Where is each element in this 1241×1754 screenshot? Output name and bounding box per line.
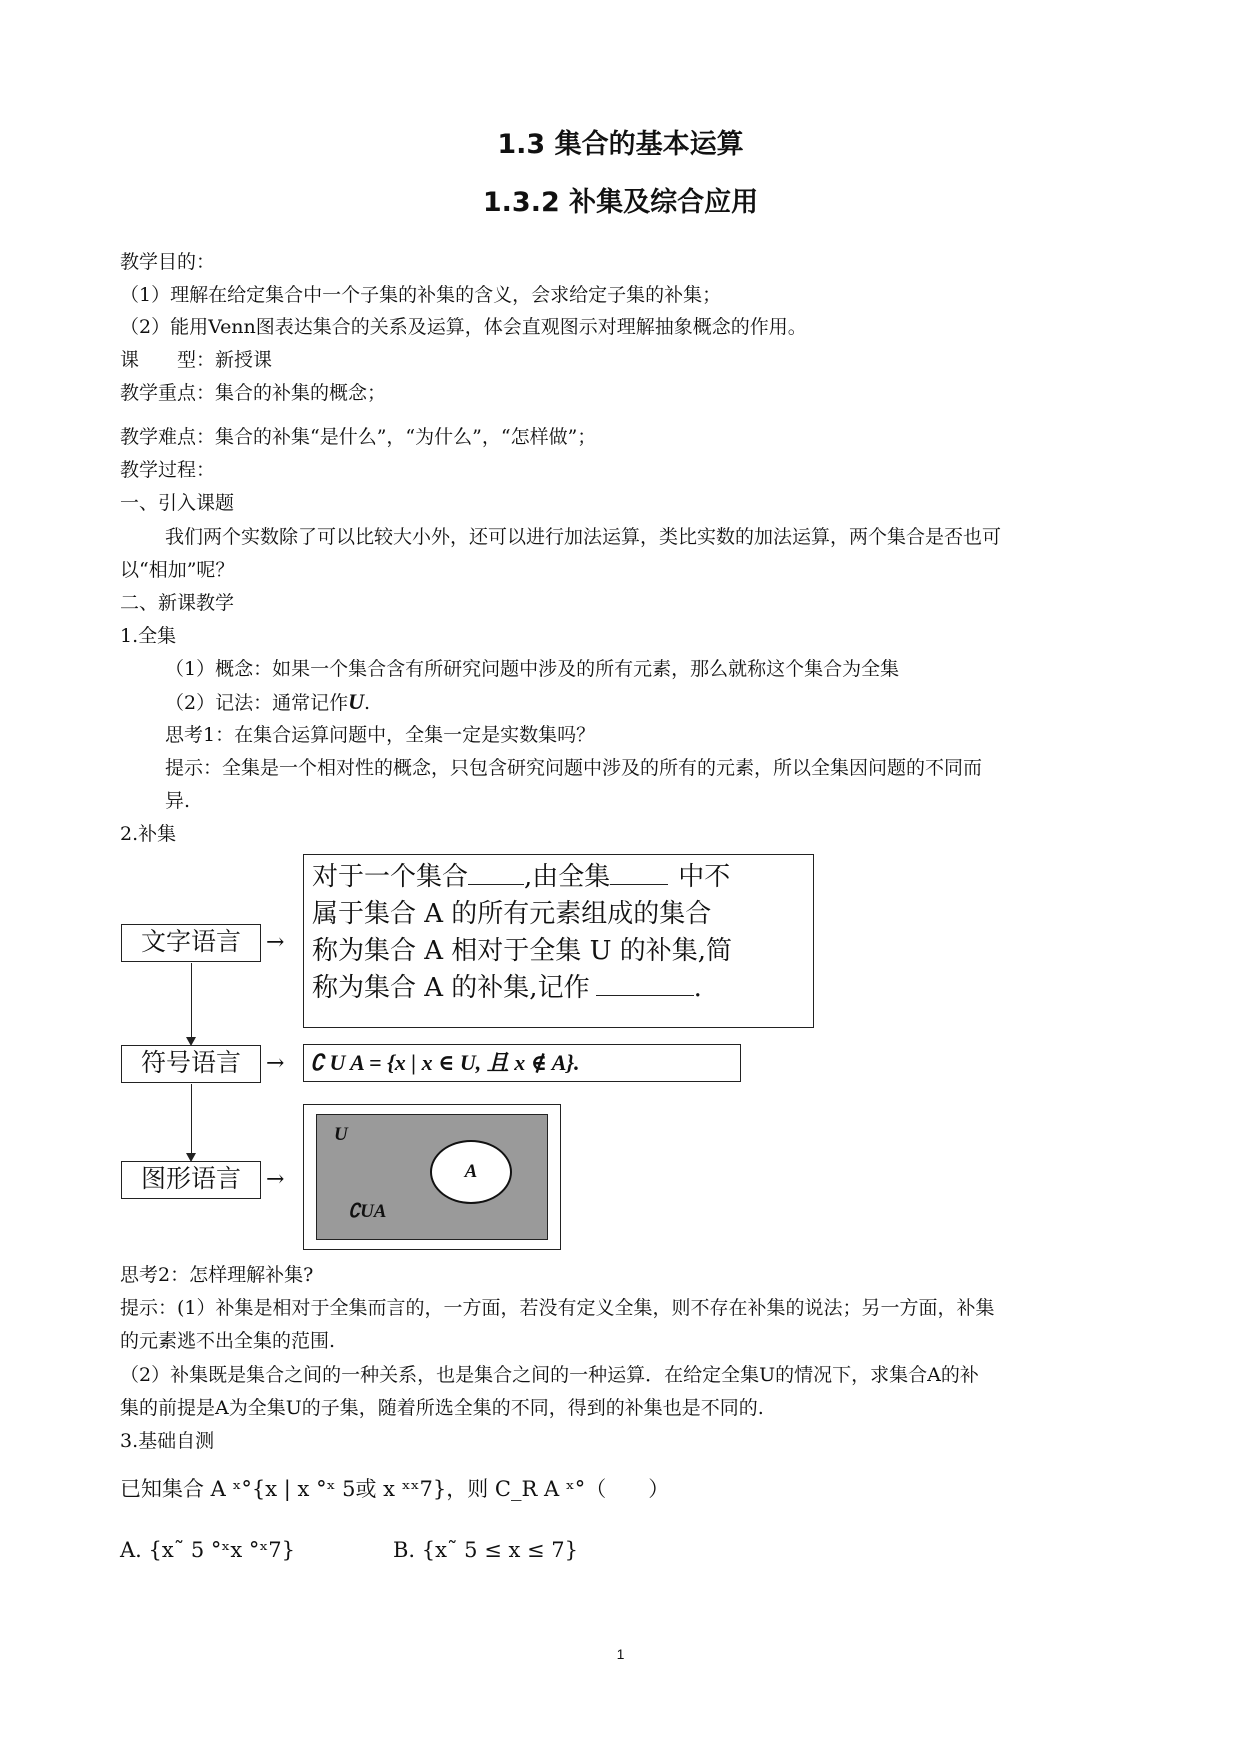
process-label: 教学过程：: [120, 459, 216, 481]
connector-line-1: [191, 963, 192, 1039]
arrow-right-icon: →: [266, 1167, 285, 1192]
hint-1-line2: 异.: [165, 790, 191, 812]
graph-language-label: 图形语言: [121, 1161, 261, 1199]
symbol-formula: ∁ U A = {x | x ∈ U, 且 x ∉ A}.: [310, 1050, 580, 1075]
connector-line-2: [191, 1084, 192, 1155]
difficulty-point: 教学难点：集合的补集“是什么”，“为什么”，“怎样做”；: [120, 426, 597, 448]
notation-suffix: .: [363, 692, 371, 714]
venn-label-u: U: [334, 1124, 348, 1145]
symbol-language-label: 符号语言: [121, 1045, 261, 1083]
section-heading-intro: 一、引入课题: [120, 492, 235, 514]
definition-line-1: 对于一个集合 ,由全集 中不: [312, 862, 731, 892]
self-test-option-b: B. {x˜ 5 ≤ x ≤ 7}: [393, 1538, 578, 1562]
universal-set-heading: 1.全集: [120, 625, 177, 647]
universal-set-concept: （1）概念：如果一个集合含有所研究问题中涉及的所有元素，那么就称这个集合为全集: [165, 658, 900, 680]
hint-2-line4: 集的前提是A为全集U的子集，随着所选全集的不同，得到的补集也是不同的.: [120, 1397, 764, 1419]
self-test-heading: 3.基础自测: [120, 1430, 215, 1452]
venn-label-a: A: [464, 1161, 478, 1182]
arrow-right-icon: →: [266, 930, 285, 955]
think-question-1: 思考1：在集合运算问题中，全集一定是实数集吗？: [165, 724, 596, 746]
hint-2-line1: 提示：(1）补集是相对于全集而言的，一方面，若没有定义全集，则不存在补集的说法；另一方面，补集: [120, 1297, 995, 1319]
self-test-option-a: A. {x˜ 5 °ˣx °ˣ7}: [120, 1538, 295, 1562]
symbol-formula-box: [303, 1044, 741, 1082]
definition-line-3: 称为集合 A 相对于全集 U 的补集,简: [312, 936, 733, 966]
hint-2-line2: 的元素逃不出全集的范围.: [120, 1330, 336, 1352]
text-language-label: 文字语言: [121, 924, 261, 962]
notation-prefix: （2）记法：通常记作: [165, 692, 349, 714]
page-subtitle: 1.3.2 补集及综合应用: [482, 187, 759, 218]
goal-item-2: （2）能用Venn图表达集合的关系及运算，体会直观图示对理解抽象概念的作用。: [120, 316, 807, 338]
notation-symbol: U: [348, 689, 364, 714]
definition-line-2: 属于集合 A 的所有元素组成的集合: [312, 899, 712, 929]
self-test-question: 已知集合 A ˣ°{x | x °ˣ 5或 x ˣˣ7}，则 C_R A ˣ°（ ）: [120, 1477, 670, 1501]
page-number: 1: [616, 1646, 625, 1662]
hint-1-line1: 提示：全集是一个相对性的概念，只包含研究问题中涉及的所有的元素，所以全集因问题的不同而: [165, 757, 983, 779]
intro-paragraph-line2: 以“相加”呢？: [120, 559, 235, 581]
venn-set-a: [430, 1140, 512, 1204]
hint-2-line3: （2）补集既是集合之间的一种关系，也是集合之间的一种运算．在给定全集U的情况下，求集合A的补: [120, 1364, 979, 1386]
think-question-2: 思考2：怎样理解补集?: [120, 1264, 314, 1286]
arrow-right-icon: →: [266, 1051, 285, 1076]
section-heading-new-lesson: 二、新课教学: [120, 592, 235, 614]
universal-set-notation: [165, 690, 370, 715]
definition-line-4: 称为集合 A 的补集,记作 .: [312, 973, 702, 1003]
definition-box: [303, 854, 814, 1028]
page-title: 1.3 集合的基本运算: [497, 129, 744, 160]
intro-paragraph-line1: 我们两个实数除了可以比较大小外，还可以进行加法运算，类比实数的加法运算，两个集合是否也可: [165, 526, 1002, 548]
goal-label: 教学目的：: [120, 251, 216, 273]
goal-item-1: （1）理解在给定集合中一个子集的补集的含义，会求给定子集的补集；: [120, 284, 722, 306]
blank-set: [468, 884, 524, 885]
key-point: 教学重点：集合的补集的概念；: [120, 382, 387, 404]
blank-universal: [610, 884, 668, 885]
blank-notation: [596, 995, 694, 996]
venn-label-complement: ∁UA: [348, 1201, 387, 1222]
lesson-type: 课 型：新授课: [120, 349, 273, 371]
complement-heading: 2.补集: [120, 823, 177, 845]
